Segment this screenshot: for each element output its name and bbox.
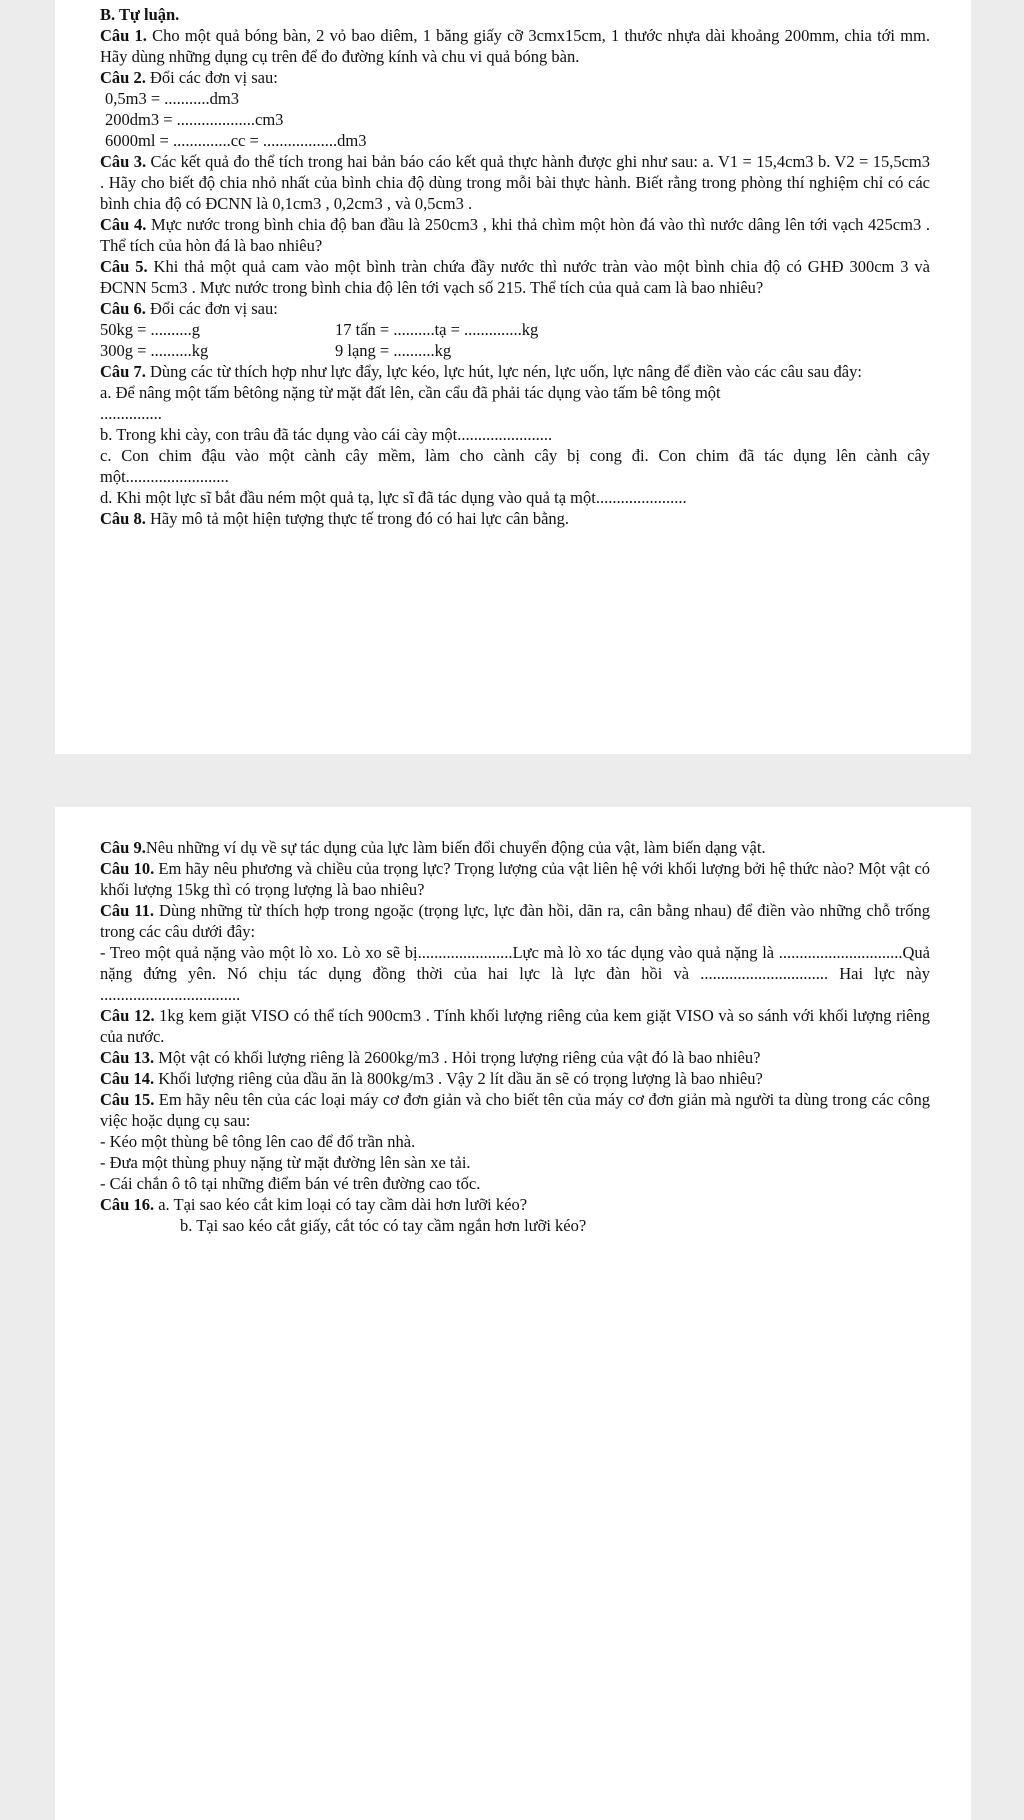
sub-question-a: a. Để nâng một tấm bêtông nặng từ mặt đất lên, cần cẩu đã phải tác dụng vào tấm bê tông một	[100, 383, 721, 402]
question-label: Câu 13.	[100, 1048, 155, 1067]
question-12	[100, 1005, 930, 1047]
question-text: Khối lượng riêng của dầu ăn là 800kg/m3 . Vậy 2 lít dầu ăn sẽ có trọng lượng là bao nhiêu?	[154, 1069, 763, 1088]
question-text: Nêu những ví dụ về sự tác dụng của lực làm biến đổi chuyển động của vật, làm biến dạng vật.	[145, 838, 766, 857]
question-text: Các kết quả đo thể tích trong hai bản báo cáo kết quả thực hành được ghi như sau: a. V1 = 15,4cm3 b. V2 = 15,5cm3 . Hãy cho biết độ chia nhỏ nhất của bình chia độ dùng trong mỗi bài thực hành. Biết rằng trong phòng thí nghiệm chỉ có các bình chia độ có ĐCNN là 0,1cm3 , 0,2cm3 , và 0,5cm3 .	[100, 152, 931, 213]
question-8	[100, 508, 930, 529]
question-text: Em hãy nêu tên của các loại máy cơ đơn giản và cho biết tên của máy cơ đơn giản mà người ta dùng trong các công việc hoặc dụng cụ sau:	[100, 1090, 931, 1130]
question-4	[100, 214, 930, 256]
page-2-content	[100, 837, 930, 1236]
list-item: - Cái chắn ô tô tại những điểm bán vé trên đường cao tốc.	[100, 1174, 481, 1193]
question-15	[100, 1089, 930, 1131]
page-1-content	[100, 4, 930, 529]
question-5	[100, 256, 930, 298]
conversion-line: 200dm3 = ...................cm3	[105, 110, 284, 129]
question-label: Câu 4.	[100, 215, 147, 234]
question-label: Câu 14.	[100, 1069, 155, 1088]
question-6	[100, 298, 930, 319]
question-14	[100, 1068, 930, 1089]
question-text: Đổi các đơn vị sau:	[145, 299, 278, 318]
question-label: Câu 8.	[100, 509, 146, 528]
sub-question-d: d. Khi một lực sĩ bắt đầu ném một quả tạ, lực sĩ đã tác dụng vào quả tạ một......................	[100, 488, 687, 507]
conversion-row	[100, 319, 930, 340]
question-label: Câu 12.	[100, 1006, 155, 1025]
conversion-row	[100, 340, 930, 361]
conversion-item: 17 tấn = ..........tạ = ..............kg	[335, 320, 539, 339]
question-label: Câu 3.	[100, 152, 147, 171]
sub-question-a: a. Tại sao kéo cắt kim loại có tay cầm dài hơn lưỡi kéo?	[154, 1195, 528, 1214]
question-10	[100, 858, 930, 900]
question-label: Câu 2.	[100, 68, 146, 87]
sub-question-b: b. Tại sao kéo cắt giấy, cắt tóc có tay cầm ngắn hơn lưỡi kéo?	[180, 1216, 587, 1235]
conversion-item: 9 lạng = ..........kg	[335, 341, 452, 360]
question-label: Câu 15.	[100, 1090, 155, 1109]
question-13	[100, 1047, 930, 1068]
conversion-line: 0,5m3 = ...........dm3	[105, 89, 239, 108]
question-text: Hãy mô tả một hiện tượng thực tế trong đó có hai lực cân bằng.	[145, 509, 570, 528]
conversion-item: 50kg = ..........g	[100, 320, 201, 339]
question-2	[100, 67, 930, 88]
question-7	[100, 361, 930, 382]
question-text: Dùng các từ thích hợp như lực đẩy, lực kéo, lực hút, lực nén, lực uốn, lực nâng để điền vào các câu sau đây:	[145, 362, 862, 381]
conversion-item: 300g = ..........kg	[100, 341, 209, 360]
section-title: B. Tự luận.	[100, 5, 180, 24]
question-text: Khi thả một quả cam vào một bình tràn chứa đầy nước thì nước tràn vào một bình chia độ có GHĐ 300cm 3 và ĐCNN 5cm3 . Mực nước trong bình chia độ lên tới vạch số 215. Thể tích của quả cam là bao nhiêu?	[100, 257, 931, 297]
question-text: Dùng những từ thích hợp trong ngoặc (trọng lực, lực đàn hồi, dãn ra, cân bằng nhau) để điền vào những chỗ trống trong các câu dưới đây:	[100, 901, 931, 941]
conversion-line: 6000ml = ..............cc = ..................dm3	[105, 131, 367, 150]
sub-question-c: c. Con chim đậu vào một cành cây mềm, làm cho cành cây bị cong đi. Con chim đã tác dụng lên cành cây một.........................	[100, 446, 930, 486]
document-page-1	[55, 0, 971, 754]
question-1	[100, 25, 930, 67]
answer-blank: ...............	[100, 404, 162, 423]
sub-question-b: b. Trong khi cày, con trâu đã tác dụng vào cái cày một.......................	[100, 425, 553, 444]
list-item: - Đưa một thùng phuy nặng từ mặt đường lên sàn xe tải.	[100, 1153, 471, 1172]
document-page-2	[55, 807, 971, 1820]
question-text: Mực nước trong bình chia độ ban đầu là 250cm3 , khi thả chìm một hòn đá vào thì nước dâng lên tới vạch 425cm3 . Thể tích của hòn đá là bao nhiêu?	[100, 215, 930, 255]
question-text: Đổi các đơn vị sau:	[145, 68, 278, 87]
question-text: 1kg kem giặt VISO có thể tích 900cm3 . Tính khối lượng riêng của kem giặt VISO và so sánh với khối lượng riêng của nước.	[100, 1006, 930, 1046]
question-11	[100, 900, 930, 942]
question-3	[100, 151, 930, 214]
question-9	[100, 837, 930, 858]
question-label: Câu 10.	[100, 859, 155, 878]
question-label: Câu 11.	[100, 901, 155, 920]
question-label: Câu 16.	[100, 1195, 155, 1214]
question-16	[100, 1194, 930, 1215]
question-label: Câu 1.	[100, 26, 147, 45]
list-item: - Kéo một thùng bê tông lên cao để đổ trần nhà.	[100, 1132, 416, 1151]
question-text: Em hãy nêu phương và chiều của trọng lực? Trọng lượng của vật liên hệ với khối lượng bởi hệ thức nào? Một vật có khối lượng 15kg thì có trọng lượng là bao nhiêu?	[100, 859, 931, 899]
question-label: Câu 6.	[100, 299, 146, 318]
question-label: Câu 5.	[100, 257, 148, 276]
question-text: Cho một quả bóng bàn, 2 vỏ bao diêm, 1 băng giấy cỡ 3cmx15cm, 1 thước nhựa dài khoảng 200mm, chia tới mm. Hãy dùng những dụng cụ trên để đo đường kính và chu vi quả bóng bàn.	[100, 26, 930, 66]
fill-in-paragraph: - Treo một quả nặng vào một lò xo. Lò xo sẽ bị.......................Lực mà lò xo tác dụng vào quả nặng là ..............................Quả nặng đứng yên. Nó chịu tác dụng đồng thời của hai lực là lực đàn hồi và ............................... Hai lực này ..................................	[100, 943, 930, 1004]
question-label: Câu 7.	[100, 362, 146, 381]
question-text: Một vật có khối lượng riêng là 2600kg/m3 . Hỏi trọng lượng riêng của vật đó là bao nhiêu?	[154, 1048, 761, 1067]
question-label: Câu 9.	[100, 838, 146, 857]
